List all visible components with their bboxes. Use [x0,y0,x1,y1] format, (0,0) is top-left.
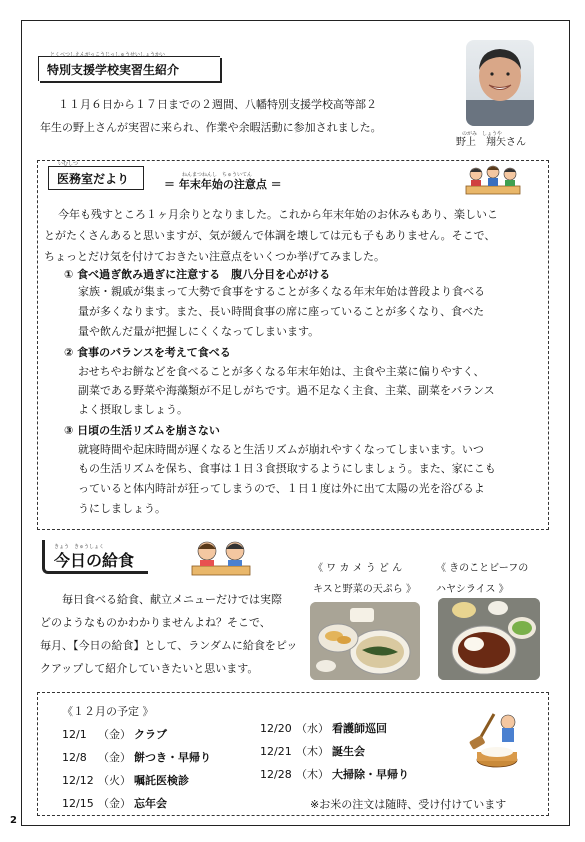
intern-heading-text: 特別支援学校実習生紹介 [47,62,180,77]
schedule-left-day-2: （金） [98,751,131,764]
clinic-point3-line1: 就寝時間や起床時間が遅くなると生活リズムが崩れやすくなってしまいます。いつ [78,443,484,456]
clinic-intro-line3: ちょっとだけ気を付けておきたい注意点をいくつか挙げてみました。 [44,250,385,263]
clinic-point3-line4: うにしましょう。 [78,502,166,515]
clinic-point1-line2: 量が多くなります。また、長い時間食事の席に座っていることが多くなり、食べた [78,305,485,318]
mochi-pounding-illustration [464,708,530,770]
schedule-right-day-3: （木） [296,768,329,781]
dish2-label-line2: ハヤシライス 》 [436,584,509,595]
hayashi-rice-icon [438,598,540,680]
clinic-intro-line1: 今年も残すところ１ヶ月余りとなりました。これから年末年始のお休みもあり、楽しいこ [58,208,498,221]
schedule-left-date-4: 12/15 [62,797,94,810]
schedule-right-date-1: 12/20 [260,722,292,735]
schedule-left-event-2: 餅つき・早帰り [134,751,211,764]
schedule-left-day-3: （火） [98,774,131,787]
clinic-subtitle: ＝ 年末年始の注意点 ＝ [164,178,282,191]
student-portrait-icon [466,40,534,126]
clinic-point3-heading: ③ 日頃の生活リズムを崩さない [64,424,220,437]
dish1-photo [310,602,420,680]
clinic-point2-line1: おせちやお餅などを食べることが多くなる年末年始は、主食や主菜に偏りやすく、 [78,365,485,378]
clinic-subtitle-ruby: ねんまつねんし ちゅういてん [182,172,253,178]
lunch-heading: 今日の給食 [54,551,135,570]
lunch-text-line2: どのようなものかわかりませんよね？そこで、 [40,616,271,629]
dish1-label-line2: キスと野菜の天ぷら 》 [313,584,416,595]
schedule-right-day-2: （木） [296,745,329,758]
schedule-right-event-3: 大掃除・早帰り [332,768,409,781]
schedule-heading: 《１２月の予定 》 [62,705,154,718]
intern-name-ruby: のがみ しょうや [462,131,503,137]
lunch-text-line1: 毎日食べる給食、献立メニューだけでは実際 [62,593,282,606]
clinic-point2-line3: よく摂取しましょう。 [78,403,188,416]
schedule-left-date-3: 12/12 [62,774,94,787]
clinic-point3-line2: もの生活リズムを保ち、食事は１日３食摂取するようにしましょう。また、家にこも [78,462,496,475]
family-dining-illustration [462,164,524,198]
lunch-text-line4: クアップして紹介していきたいと思います。 [40,662,259,675]
lunch-heading-ruby: きょう きゅうしょく [54,544,105,550]
clinic-heading-ruby: いむしつ [58,161,79,167]
children-eating-icon [190,538,252,578]
dish2-label-line1: 《 きのことビーフの [436,563,529,574]
page-number: 2 [10,815,17,826]
schedule-left-date-1: 12/1 [62,728,87,741]
family-dining-icon [462,164,524,198]
udon-tempura-icon [310,602,420,680]
dish2-photo [438,598,540,680]
intern-photo [466,40,534,126]
clinic-point2-heading: ② 食事のバランスを考えて食べる [64,346,231,359]
schedule-right-event-2: 誕生会 [332,745,365,758]
clinic-point1-heading: ① 食べ過ぎ飲み過ぎに注意する 腹八分目を心がける [64,268,331,281]
lunch-text-line3: 毎月、【今日の給食】として、ランダムに給食をピッ [40,639,298,652]
intern-heading-ruby: とくべつしえんがっこうじっしゅうせいしょうかい [50,52,166,58]
schedule-left-event-1: クラブ [134,728,167,741]
clinic-intro-line2: とがたくさんあると思いますが、気が緩んで体調を壊しては元も子もありません。そこで、 [44,229,496,242]
schedule-left-event-4: 忘年会 [134,797,167,810]
schedule-left-day-4: （金） [98,797,131,810]
schedule-right-date-2: 12/21 [260,745,292,758]
dish1-label-line1: 《 ワ カ メ う ど ん [313,563,403,574]
clinic-point1-line1: 家族・親戚が集まって大勢で食事をすることが多くなる年末年始は普段より食べる [78,285,485,298]
clinic-heading-text: 医務室だより [57,171,130,186]
schedule-right-event-1: 看護師巡回 [332,722,387,735]
schedule-left-event-3: 嘱託医検診 [134,774,189,787]
mochi-pounding-icon [464,708,530,770]
schedule-left-date-2: 12/8 [62,751,87,764]
clinic-point2-line2: 副菜である野菜や海藻類が不足しがちです。過不足なく主食、主菜、副菜をバランス [78,384,495,397]
clinic-point3-line3: っていると体内時計が狂ってしまうので、１日１度は外に出て太陽の光を浴びるよ [78,482,485,495]
children-eating-illustration [190,538,252,578]
intern-text-line2: 年生の野上さんが実習に来られ、作業や余暇活動に参加されました。 [40,121,382,134]
intern-name: 野上 翔矢さん [456,137,526,148]
schedule-right-date-3: 12/28 [260,768,292,781]
intern-text-line1: １１月６日から１７日までの２週間、八幡特別支援学校高等部２ [58,98,377,111]
schedule-left-day-1: （金） [98,728,131,741]
clinic-heading [48,166,144,190]
clinic-point1-line3: 量や飲んだ量が把握しにくくなってしまいます。 [78,325,320,338]
schedule-right-day-1: （水） [296,722,329,735]
intern-heading [38,56,220,81]
schedule-note: ※お米の注文は随時、受け付けています [310,798,507,811]
